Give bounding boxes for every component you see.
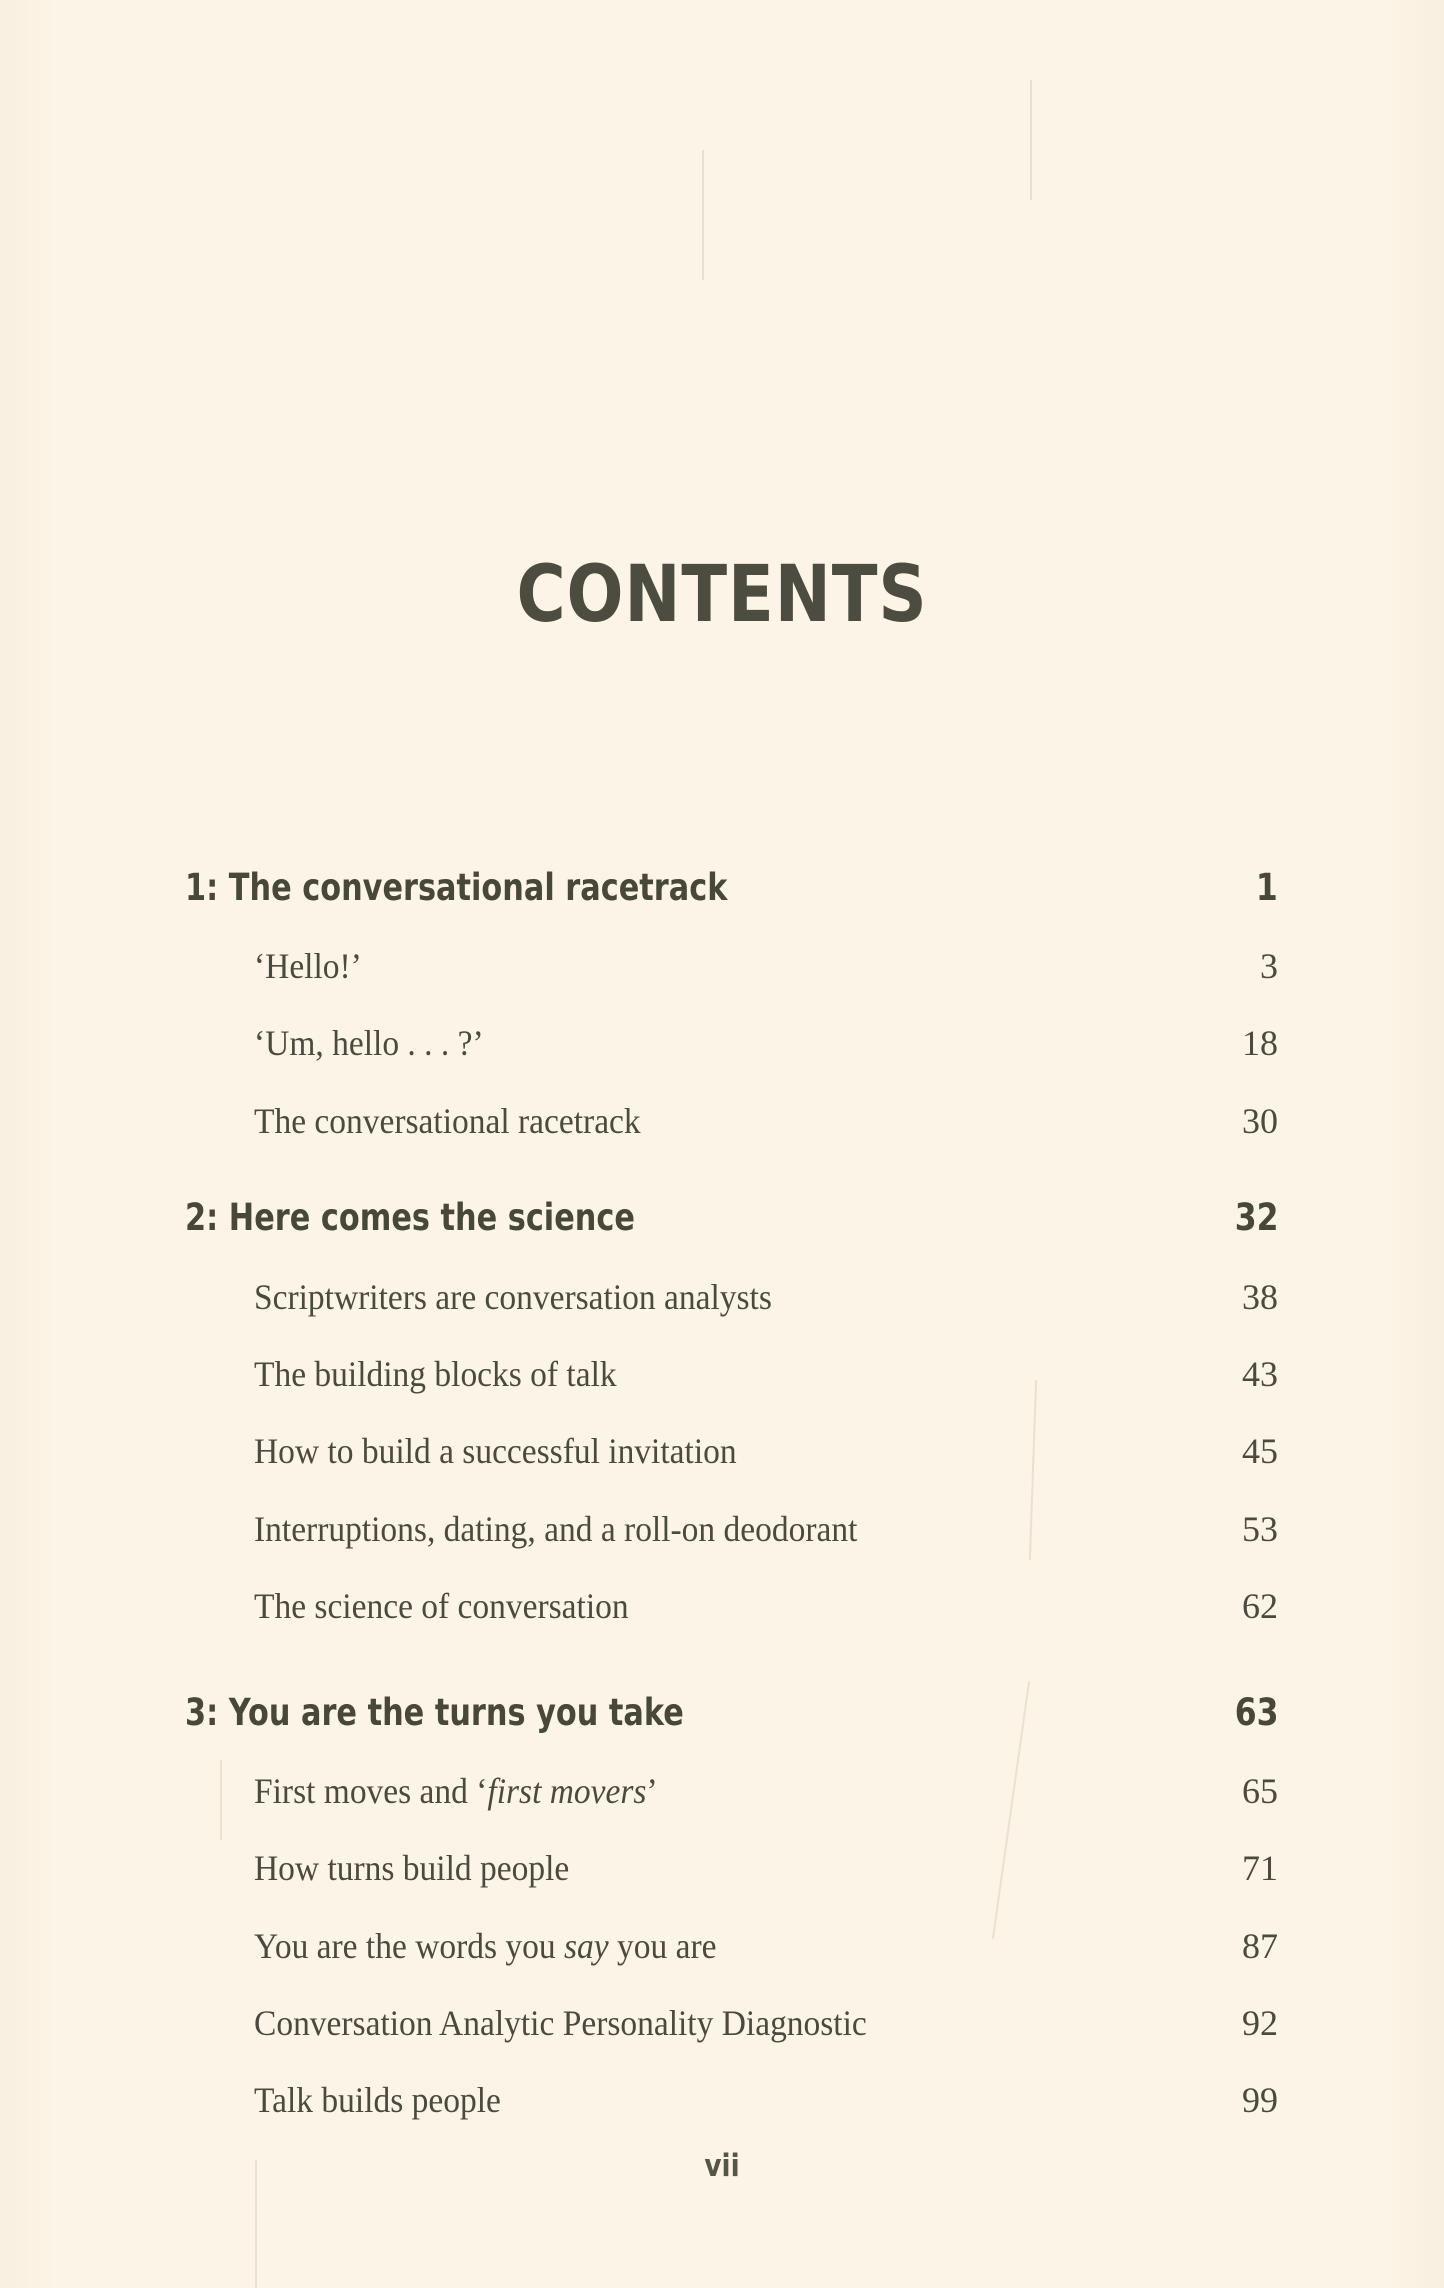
entry-title: The science of conversation (254, 1586, 629, 1626)
chapter-page-number: 32 (1234, 1196, 1278, 1239)
toc-entry[interactable] (0, 1096, 1444, 1146)
entry-page-number: 18 (1242, 1023, 1278, 1063)
entry-page-number: 99 (1242, 2080, 1278, 2120)
toc-entry[interactable] (0, 1018, 1444, 1068)
toc-entry[interactable] (0, 1504, 1444, 1554)
entry-title: You are the words you say you are (254, 1926, 717, 1966)
toc-entry[interactable] (0, 1349, 1444, 1399)
entry-title: Conversation Analytic Personality Diagnostic (254, 2003, 867, 2043)
entry-title: Interruptions, dating, and a roll-on deodorant (254, 1509, 858, 1549)
entry-title: The building blocks of talk (254, 1354, 617, 1394)
entry-title-emphasis: first movers (487, 1771, 647, 1811)
page-number-folio: vii (704, 2148, 740, 2184)
entry-title: Scriptwriters are conversation analysts (254, 1277, 772, 1317)
entry-page-number: 43 (1242, 1354, 1278, 1394)
chapter-title: 2: Here comes the science (185, 1196, 635, 1239)
entry-page-number: 38 (1242, 1277, 1278, 1317)
entry-page-number: 92 (1242, 2003, 1278, 2043)
entry-title: ‘Hello!’ (254, 946, 362, 986)
scan-artifact (1030, 80, 1032, 200)
entry-title: The conversational racetrack (254, 1101, 641, 1141)
entry-page-number: 65 (1242, 1771, 1278, 1811)
entry-title: How to build a successful invitation (254, 1431, 737, 1471)
toc-chapter-3[interactable] (0, 1688, 1444, 1738)
entry-page-number: 87 (1242, 1926, 1278, 1966)
toc-entry[interactable] (0, 1426, 1444, 1476)
page-title: CONTENTS (516, 550, 928, 640)
toc-entry[interactable] (0, 1843, 1444, 1893)
chapter-page-number: 1 (1256, 866, 1278, 909)
toc-chapter-2[interactable] (0, 1193, 1444, 1243)
toc-entry[interactable] (0, 1921, 1444, 1971)
toc-entry[interactable] (0, 2075, 1444, 2125)
entry-page-number: 71 (1242, 1848, 1278, 1888)
toc-entry[interactable] (0, 1272, 1444, 1322)
chapter-page-number: 63 (1234, 1691, 1278, 1734)
entry-page-number: 53 (1242, 1509, 1278, 1549)
entry-page-number: 3 (1260, 946, 1278, 986)
entry-page-number: 62 (1242, 1586, 1278, 1626)
entry-title: ‘Um, hello . . . ?’ (254, 1023, 484, 1063)
entry-page-number: 30 (1242, 1101, 1278, 1141)
entry-title: First moves and ‘first movers’ (254, 1771, 658, 1811)
toc-entry[interactable] (0, 941, 1444, 991)
chapter-title: 3: You are the turns you take (185, 1691, 684, 1734)
scan-artifact (702, 150, 704, 280)
toc-entry[interactable] (0, 1998, 1444, 2048)
entry-page-number: 45 (1242, 1431, 1278, 1471)
chapter-title: 1: The conversational racetrack (185, 866, 728, 909)
toc-chapter-1[interactable] (0, 863, 1444, 913)
entry-title: How turns build people (254, 1848, 570, 1888)
toc-entry[interactable] (0, 1581, 1444, 1631)
entry-title-emphasis: say (563, 1926, 609, 1966)
entry-title: Talk builds people (254, 2080, 501, 2120)
toc-entry[interactable] (0, 1766, 1444, 1816)
